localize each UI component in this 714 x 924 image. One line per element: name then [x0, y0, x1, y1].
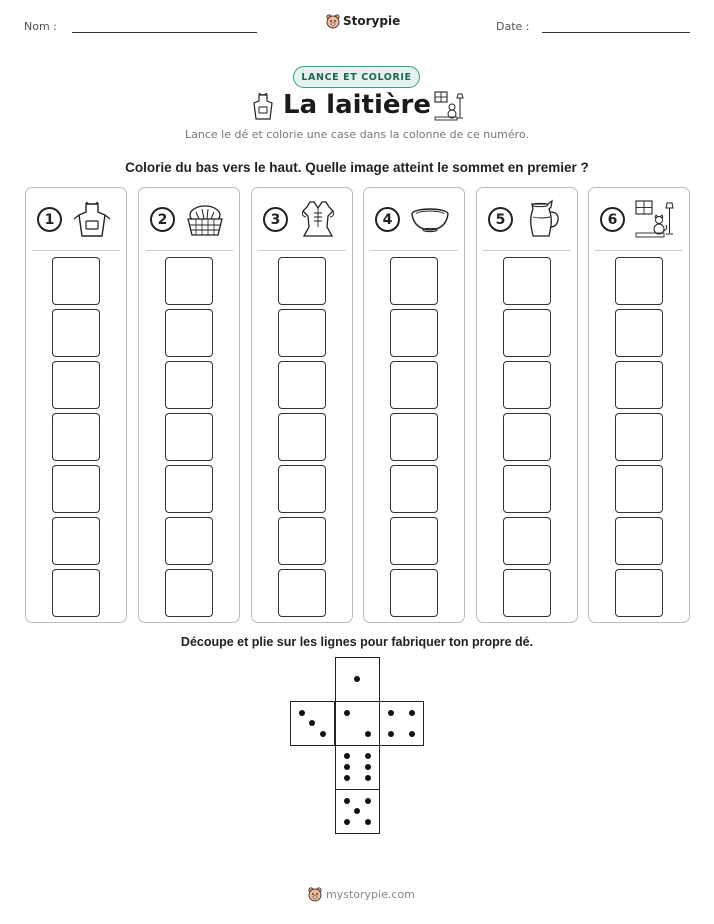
color-cell[interactable]: [278, 517, 326, 565]
column-divider: [258, 250, 346, 251]
cat-room-icon: [634, 199, 676, 239]
color-cell[interactable]: [503, 413, 551, 461]
dice-pip: [354, 808, 360, 814]
color-cell[interactable]: [278, 465, 326, 513]
brand-name: Storypie: [343, 14, 401, 28]
dice-face-3[interactable]: [290, 701, 335, 746]
dice-pip: [299, 710, 305, 716]
column-2: [138, 187, 240, 623]
date-line[interactable]: [542, 32, 690, 33]
brand-logo: [326, 13, 400, 29]
dice-pip: [344, 798, 350, 804]
column-header: [26, 188, 126, 250]
dice-pip: [409, 710, 415, 716]
dice-pip: [365, 775, 371, 781]
column-number: 4: [375, 207, 400, 232]
color-cell[interactable]: [615, 413, 663, 461]
color-cell[interactable]: [615, 361, 663, 409]
dice-pip: [344, 819, 350, 825]
subtitle: Lance le dé et colorie une case dans la colonne de ce numéro.: [185, 128, 529, 141]
color-cell[interactable]: [503, 309, 551, 357]
color-cell[interactable]: [52, 361, 100, 409]
column-3: [251, 187, 353, 623]
color-cell[interactable]: [278, 257, 326, 305]
column-divider: [483, 250, 571, 251]
footer-url[interactable]: mystorypie.com: [326, 887, 415, 901]
dress-bodice-icon: [297, 199, 339, 239]
bowl-icon: [409, 199, 451, 239]
column-4: [363, 187, 465, 623]
dice-pip: [354, 676, 360, 682]
color-cell[interactable]: [615, 309, 663, 357]
name-line[interactable]: [72, 32, 257, 33]
column-header: [252, 188, 352, 250]
color-cell[interactable]: [278, 413, 326, 461]
color-cell[interactable]: [52, 465, 100, 513]
color-cell[interactable]: [390, 361, 438, 409]
dice-pip: [365, 764, 371, 770]
milk-jug-icon: [522, 199, 564, 239]
storypie-mascot-icon: [308, 886, 322, 902]
storypie-mascot-icon: [326, 13, 340, 29]
color-cell[interactable]: [52, 517, 100, 565]
bread-basket-icon: [184, 199, 226, 239]
color-cell[interactable]: [615, 465, 663, 513]
color-cell[interactable]: [615, 517, 663, 565]
color-cell[interactable]: [503, 361, 551, 409]
dice-face-2[interactable]: [335, 701, 380, 746]
column-number: 5: [488, 207, 513, 232]
dice-pip: [344, 710, 350, 716]
color-cell[interactable]: [503, 517, 551, 565]
color-cell[interactable]: [390, 517, 438, 565]
color-cell[interactable]: [165, 569, 213, 617]
color-cell[interactable]: [52, 569, 100, 617]
color-cell[interactable]: [390, 465, 438, 513]
activity-badge: LANCE ET COLORIE: [293, 66, 420, 88]
color-cell[interactable]: [390, 413, 438, 461]
dice-face-6[interactable]: [335, 745, 380, 790]
apron-icon: [71, 199, 113, 239]
column-header: [477, 188, 577, 250]
dice-pip: [344, 775, 350, 781]
color-cell[interactable]: [503, 569, 551, 617]
column-number: 6: [600, 207, 625, 232]
column-header: [364, 188, 464, 250]
page-title: La laitière: [283, 90, 431, 120]
color-cell[interactable]: [52, 413, 100, 461]
color-cell[interactable]: [390, 309, 438, 357]
dice-pip: [388, 710, 394, 716]
column-1: [25, 187, 127, 623]
color-cell[interactable]: [615, 569, 663, 617]
dice-pip: [309, 720, 315, 726]
name-label: Nom :: [24, 20, 57, 33]
dice-pip: [320, 731, 326, 737]
column-divider: [370, 250, 458, 251]
color-cell[interactable]: [165, 413, 213, 461]
column-number: 2: [150, 207, 175, 232]
color-cell[interactable]: [278, 569, 326, 617]
cut-instruction: Découpe et plie sur les lignes pour fabriquer ton propre dé.: [180, 635, 534, 649]
color-cell[interactable]: [165, 465, 213, 513]
dice-pip: [365, 731, 371, 737]
instruction-text: Colorie du bas vers le haut. Quelle image atteint le sommet en premier ?: [125, 160, 589, 175]
color-cell[interactable]: [52, 257, 100, 305]
dice-pip: [365, 819, 371, 825]
column-header: [589, 188, 689, 250]
color-cell[interactable]: [615, 257, 663, 305]
color-cell[interactable]: [278, 309, 326, 357]
footer: [308, 886, 415, 902]
column-divider: [32, 250, 120, 251]
column-number: 1: [37, 207, 62, 232]
column-number: 3: [263, 207, 288, 232]
date-label: Date :: [496, 20, 530, 33]
color-cell[interactable]: [165, 517, 213, 565]
dice-face-4[interactable]: [379, 701, 424, 746]
dice-face-1[interactable]: [335, 657, 380, 702]
color-cell[interactable]: [390, 257, 438, 305]
color-cell[interactable]: [52, 309, 100, 357]
dice-pip: [365, 753, 371, 759]
column-divider: [595, 250, 683, 251]
color-cell[interactable]: [165, 257, 213, 305]
dice-pip: [388, 731, 394, 737]
column-6: [588, 187, 690, 623]
color-cell[interactable]: [503, 257, 551, 305]
column-header: [139, 188, 239, 250]
color-cell[interactable]: [503, 465, 551, 513]
color-cell[interactable]: [390, 569, 438, 617]
cat-room-icon: [433, 90, 465, 122]
dice-pip: [344, 764, 350, 770]
dice-face-5[interactable]: [335, 789, 380, 834]
color-cell[interactable]: [165, 361, 213, 409]
color-cell[interactable]: [278, 361, 326, 409]
color-cell[interactable]: [165, 309, 213, 357]
dice-pip: [365, 798, 371, 804]
dice-pip: [344, 753, 350, 759]
dice-pip: [409, 731, 415, 737]
column-5: [476, 187, 578, 623]
column-divider: [145, 250, 233, 251]
